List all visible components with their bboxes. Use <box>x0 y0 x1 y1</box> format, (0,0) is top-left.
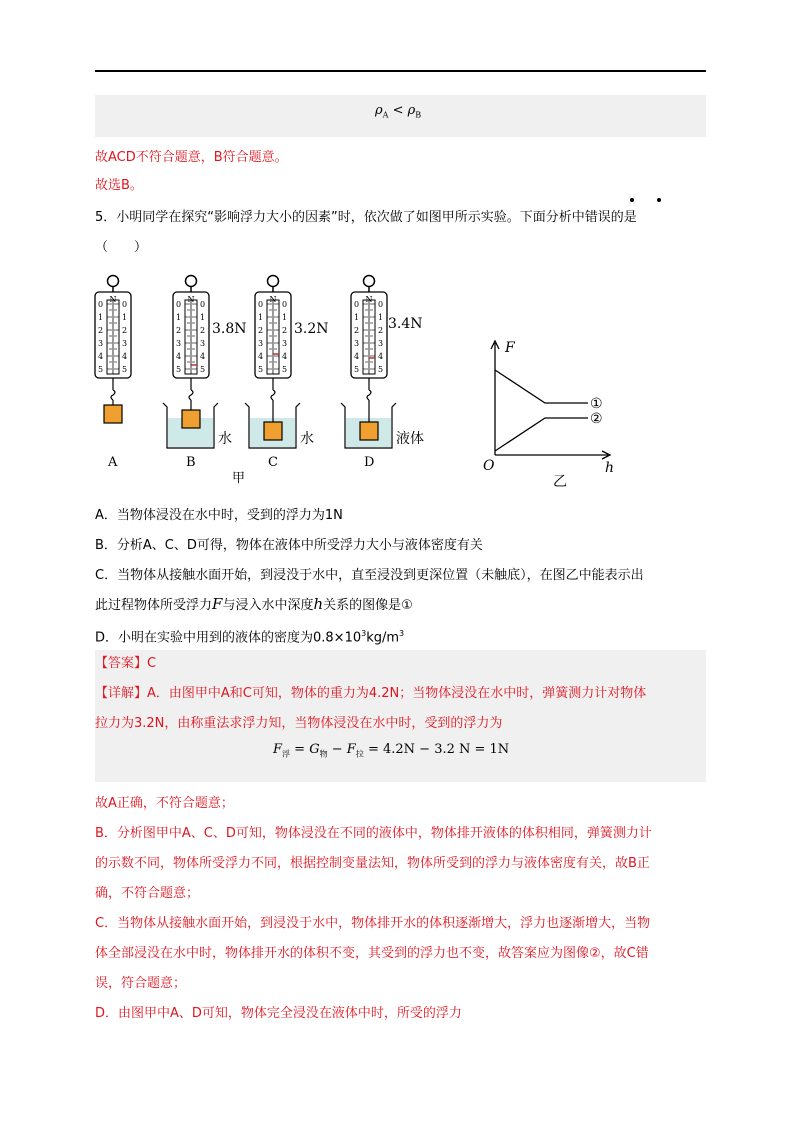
scale-number: 5 <box>98 365 104 374</box>
panel-label-b: B <box>186 455 196 470</box>
beaker-c <box>245 400 300 448</box>
scale-number: 2 <box>378 326 384 335</box>
scale-number: 5 <box>354 365 360 374</box>
spring-scale-d <box>351 276 387 401</box>
scale-number: 2 <box>258 326 264 335</box>
x-axis-label: h <box>605 460 615 476</box>
figure-jia <box>0 265 460 490</box>
curve-2 <box>495 418 588 451</box>
scale-number: 1 <box>200 313 206 322</box>
panel-label-c: C <box>268 455 278 470</box>
scale-number: 0 <box>200 300 206 309</box>
formula-box-top <box>95 95 706 137</box>
label-water-b: 水 <box>218 431 232 447</box>
curve-label-2: ② <box>590 411 603 427</box>
unit-letter: N <box>365 295 373 304</box>
reading-d: 3.4N <box>388 316 423 332</box>
curve-1 <box>495 370 588 403</box>
scale-number: 5 <box>282 365 288 374</box>
explanation-line: 确，不符合题意； <box>95 886 200 901</box>
scale-number: 4 <box>122 352 128 361</box>
scale-number: 2 <box>98 326 104 335</box>
scale-number: 4 <box>200 352 206 361</box>
reading-b: 3.8N <box>212 321 247 337</box>
origin-label: O <box>483 458 495 474</box>
scale-number: 3 <box>176 339 182 348</box>
panel-label-a: A <box>108 455 118 470</box>
spring-scale-a <box>95 276 131 401</box>
option-d: D．小明在实验中用到的液体的密度为$0.8\times 10^3kg/m^3$ <box>95 629 405 646</box>
scale-number: 0 <box>282 300 288 309</box>
scale-number: 3 <box>354 339 360 348</box>
question-stem: 5．小明同学在探究“影响浮力大小的因素”时，依次做了如图甲所示实验。下面分析中错误的是 <box>95 210 637 225</box>
scale-number: 2 <box>176 326 182 335</box>
option-c-line1: C．当物体从接触水面开始，到浸没于水中，直至浸没到更深位置（未触底），在图乙中能表示出 <box>95 568 644 583</box>
detail-line-1: 【详解】A．由图甲中A和C可知，物体的重力为4.2N；当物体浸没在水中时，弹簧测力计对物体 <box>95 686 647 701</box>
scale-number: 4 <box>354 352 360 361</box>
header-rule <box>95 70 706 72</box>
panel-label-d: D <box>364 455 375 470</box>
density-comparison: $\rho_A < \rho_B$ <box>375 103 422 120</box>
scale-number: 2 <box>200 326 206 335</box>
scale-number: 5 <box>200 365 206 374</box>
unit-letter: N <box>187 295 195 304</box>
detail-line-2: 拉力为3.2N，由称重法求浮力知，当物体浸没在水中时，受到的浮力为 <box>95 716 503 731</box>
question-bracket: （ ） <box>95 240 148 255</box>
scale-number: 5 <box>122 365 128 374</box>
prev-conclusion-1: 故ACD不符合题意，B符合题意。 <box>95 150 288 165</box>
scale-number: 5 <box>258 365 264 374</box>
scale-number: 0 <box>122 300 128 309</box>
scale-number: 0 <box>176 300 182 309</box>
figure-yi <box>480 335 620 495</box>
scale-number: 4 <box>98 352 104 361</box>
option-b: B．分析A、C、D可得，物体在液体中所受浮力大小与液体密度有关 <box>95 538 483 553</box>
scale-number: 1 <box>282 313 288 322</box>
scale-number: 2 <box>122 326 128 335</box>
label-liquid-d: 液体 <box>396 431 424 447</box>
scale-number: 3 <box>258 339 264 348</box>
scale-number: 5 <box>176 365 182 374</box>
emphasis-dot <box>630 198 634 202</box>
explanation-line: C．当物体从接触水面开始，到浸没于水中，物体排开水的体积逐渐增大，浮力也逐渐增大，当物 <box>95 916 651 931</box>
explanation-line: B．分析图甲中A、C、D可知，物体浸没在不同的液体中，物体排开液体的体积相同，弹簧测力计 <box>95 826 652 841</box>
reading-c: 3.2N <box>294 321 329 337</box>
scale-number: 3 <box>122 339 128 348</box>
scale-number: 4 <box>282 352 288 361</box>
spring-scale-b <box>173 276 209 401</box>
scale-number: 0 <box>354 300 360 309</box>
scale-number: 3 <box>282 339 288 348</box>
scale-number: 1 <box>378 313 384 322</box>
emphasis-dot <box>657 198 661 202</box>
scale-number: 3 <box>200 339 206 348</box>
explanation-line: 体全部浸没在水中时，物体排开水的体积不变，其受到的浮力也不变，故答案应为图像②，故C错 <box>95 946 649 961</box>
buoyancy-formula: $F_浮 = G_物 - F_拉 = 4.2N - 3.2$ N = 1N <box>273 742 510 759</box>
scale-number: 2 <box>282 326 288 335</box>
y-axis-label: F <box>505 340 515 356</box>
block-a <box>104 405 122 423</box>
explanation-line: 故A正确，不符合题意； <box>95 796 234 811</box>
scale-number: 2 <box>354 326 360 335</box>
figure-caption-jia: 甲 <box>232 471 246 486</box>
unit-letter: N <box>109 295 117 304</box>
scale-number: 4 <box>378 352 384 361</box>
beaker-b <box>163 400 218 448</box>
scale-number: 1 <box>98 313 104 322</box>
scale-number: 4 <box>258 352 264 361</box>
option-a: A．当物体浸没在水中时，受到的浮力为1N <box>95 508 343 523</box>
scale-number: 0 <box>98 300 104 309</box>
unit-letter: N <box>269 295 277 304</box>
scale-number: 1 <box>122 313 128 322</box>
option-c-line2: 此过程物体所受浮力F与浸入水中深度h关系的图像是① <box>95 595 413 613</box>
scale-number: 1 <box>354 313 360 322</box>
explanation-line: 误，符合题意； <box>95 976 187 991</box>
curve-label-1: ① <box>590 396 603 412</box>
scale-number: 3 <box>378 339 384 348</box>
label-water-c: 水 <box>300 431 314 447</box>
beaker-d <box>341 400 396 448</box>
explanation-line: 的示数不同，物体所受浮力不同，根据控制变量法知，物体所受到的浮力与液体密度有关，故B正 <box>95 856 650 871</box>
scale-number: 3 <box>98 339 104 348</box>
scale-number: 4 <box>176 352 182 361</box>
scale-number: 5 <box>378 365 384 374</box>
explanation-line: D．由图甲中A、D可知，物体完全浸没在液体中时，所受的浮力 <box>95 1006 462 1021</box>
figure-caption-yi: 乙 <box>553 474 567 490</box>
answer-label: 【答案】C <box>95 656 157 671</box>
scale-number: 0 <box>258 300 264 309</box>
prev-conclusion-2: 故选B。 <box>95 178 143 193</box>
scale-number: 0 <box>378 300 384 309</box>
spring-scale-c <box>255 276 291 401</box>
scale-number: 1 <box>258 313 264 322</box>
scale-number: 1 <box>176 313 182 322</box>
